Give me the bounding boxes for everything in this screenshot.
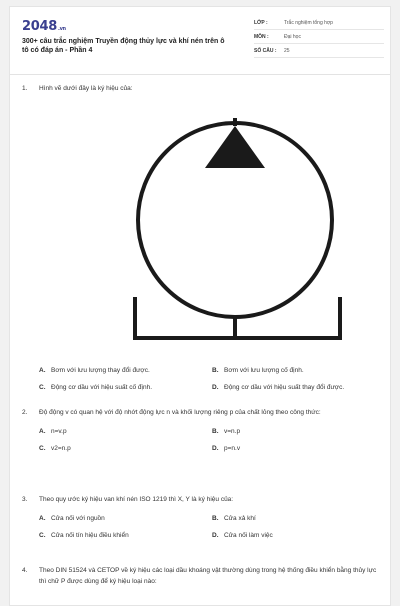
option-letter: D. bbox=[212, 445, 219, 452]
meta-row-class bbox=[254, 17, 384, 30]
question-1-options bbox=[22, 362, 384, 396]
question-4 bbox=[22, 565, 384, 587]
question-text: Hình vẽ dưới đây là ký hiệu của: bbox=[39, 85, 133, 92]
meta-value: 25 bbox=[284, 48, 290, 54]
question-2 bbox=[22, 407, 384, 457]
option-letter: A. bbox=[39, 428, 46, 435]
question-line bbox=[22, 565, 384, 587]
site-logo[interactable] bbox=[22, 19, 66, 34]
question-3 bbox=[22, 494, 384, 544]
option-letter: C. bbox=[39, 532, 46, 539]
question-number: 4. bbox=[22, 567, 28, 574]
document-header bbox=[10, 7, 390, 74]
flow-triangle bbox=[205, 126, 265, 168]
option-text: Cửa xả khí bbox=[224, 515, 256, 522]
option-d[interactable] bbox=[195, 384, 368, 391]
question-1 bbox=[22, 83, 384, 94]
question-line bbox=[22, 83, 384, 94]
options bbox=[22, 423, 384, 457]
option-text: Bơm với lưu lượng thay đổi được. bbox=[51, 367, 150, 374]
question-text: Theo DIN 51524 và CETOP về ký hiệu các loại dầu khoáng vật thường dùng trong hệ thống điều khiển bằng thủy lực thì chữ P được dùng để ký hiệu loại nào: bbox=[39, 567, 377, 585]
option-b[interactable] bbox=[195, 367, 368, 374]
pump-symbol-figure bbox=[100, 112, 370, 352]
option-c[interactable] bbox=[22, 384, 195, 391]
meta-info bbox=[254, 17, 384, 59]
option-row bbox=[22, 423, 384, 440]
logo-text: 2048 bbox=[22, 19, 57, 34]
logo-suffix: .vn bbox=[57, 26, 66, 32]
option-row bbox=[22, 510, 384, 527]
meta-value: Trắc nghiệm tổng hợp bbox=[284, 20, 333, 26]
document-page bbox=[9, 6, 391, 606]
meta-label: SỐ CÂU : bbox=[254, 48, 277, 54]
option-row bbox=[22, 362, 384, 379]
option-row bbox=[22, 379, 384, 396]
option-d[interactable] bbox=[195, 532, 368, 539]
option-text: v2=n.p bbox=[51, 445, 71, 452]
option-letter: A. bbox=[39, 515, 46, 522]
question-line bbox=[22, 407, 384, 418]
option-row bbox=[22, 527, 384, 544]
meta-value: Đại học bbox=[284, 34, 301, 40]
option-b[interactable] bbox=[195, 515, 368, 522]
meta-row-count bbox=[254, 45, 384, 58]
question-number: 2. bbox=[22, 409, 28, 416]
question-text: Độ động v có quan hệ với độ nhớt động lực n và khối lượng riêng p của chất lỏng theo công thức: bbox=[39, 409, 321, 416]
option-letter: B. bbox=[212, 515, 219, 522]
option-letter: B. bbox=[212, 428, 219, 435]
option-c[interactable] bbox=[22, 445, 195, 452]
option-text: Động cơ dầu với hiệu suất cố định. bbox=[51, 384, 153, 391]
option-a[interactable] bbox=[22, 515, 195, 522]
option-letter: B. bbox=[212, 367, 219, 374]
option-text: Cửa nối tín hiệu điều khiển bbox=[51, 532, 129, 539]
question-number: 1. bbox=[22, 85, 28, 92]
question-text: Theo quy ước ký hiệu van khí nén ISO 1219 thì X, Y là ký hiệu của: bbox=[39, 496, 234, 503]
option-a[interactable] bbox=[22, 428, 195, 435]
option-text: n=v.p bbox=[51, 428, 67, 435]
option-c[interactable] bbox=[22, 532, 195, 539]
option-text: Cửa nối với nguồn bbox=[51, 515, 105, 522]
option-text: Cửa nối làm việc bbox=[224, 532, 273, 539]
option-letter: A. bbox=[39, 367, 46, 374]
question-line bbox=[22, 494, 384, 505]
document-title: 300+ câu trắc nghiệm Truyền động thủy lực và khí nén trên ô tô có đáp án - Phần 4 bbox=[22, 38, 225, 54]
meta-row-subject bbox=[254, 31, 384, 44]
option-text: v=n.p bbox=[224, 428, 241, 435]
option-letter: D. bbox=[212, 532, 219, 539]
option-text: Động cơ dầu với hiệu suất thay đổi được. bbox=[224, 384, 345, 391]
option-text: Bơm với lưu lượng cố định. bbox=[224, 367, 304, 374]
option-text: p=n.v bbox=[224, 445, 241, 452]
question-number: 3. bbox=[22, 496, 28, 503]
option-row bbox=[22, 440, 384, 457]
option-letter: D. bbox=[212, 384, 219, 391]
meta-label: MÔN : bbox=[254, 34, 269, 40]
header-divider bbox=[10, 74, 390, 75]
option-a[interactable] bbox=[22, 367, 195, 374]
options bbox=[22, 510, 384, 544]
option-letter: C. bbox=[39, 445, 46, 452]
meta-label: LỚP : bbox=[254, 20, 268, 26]
option-d[interactable] bbox=[195, 445, 368, 452]
option-letter: C. bbox=[39, 384, 46, 391]
option-b[interactable] bbox=[195, 428, 368, 435]
